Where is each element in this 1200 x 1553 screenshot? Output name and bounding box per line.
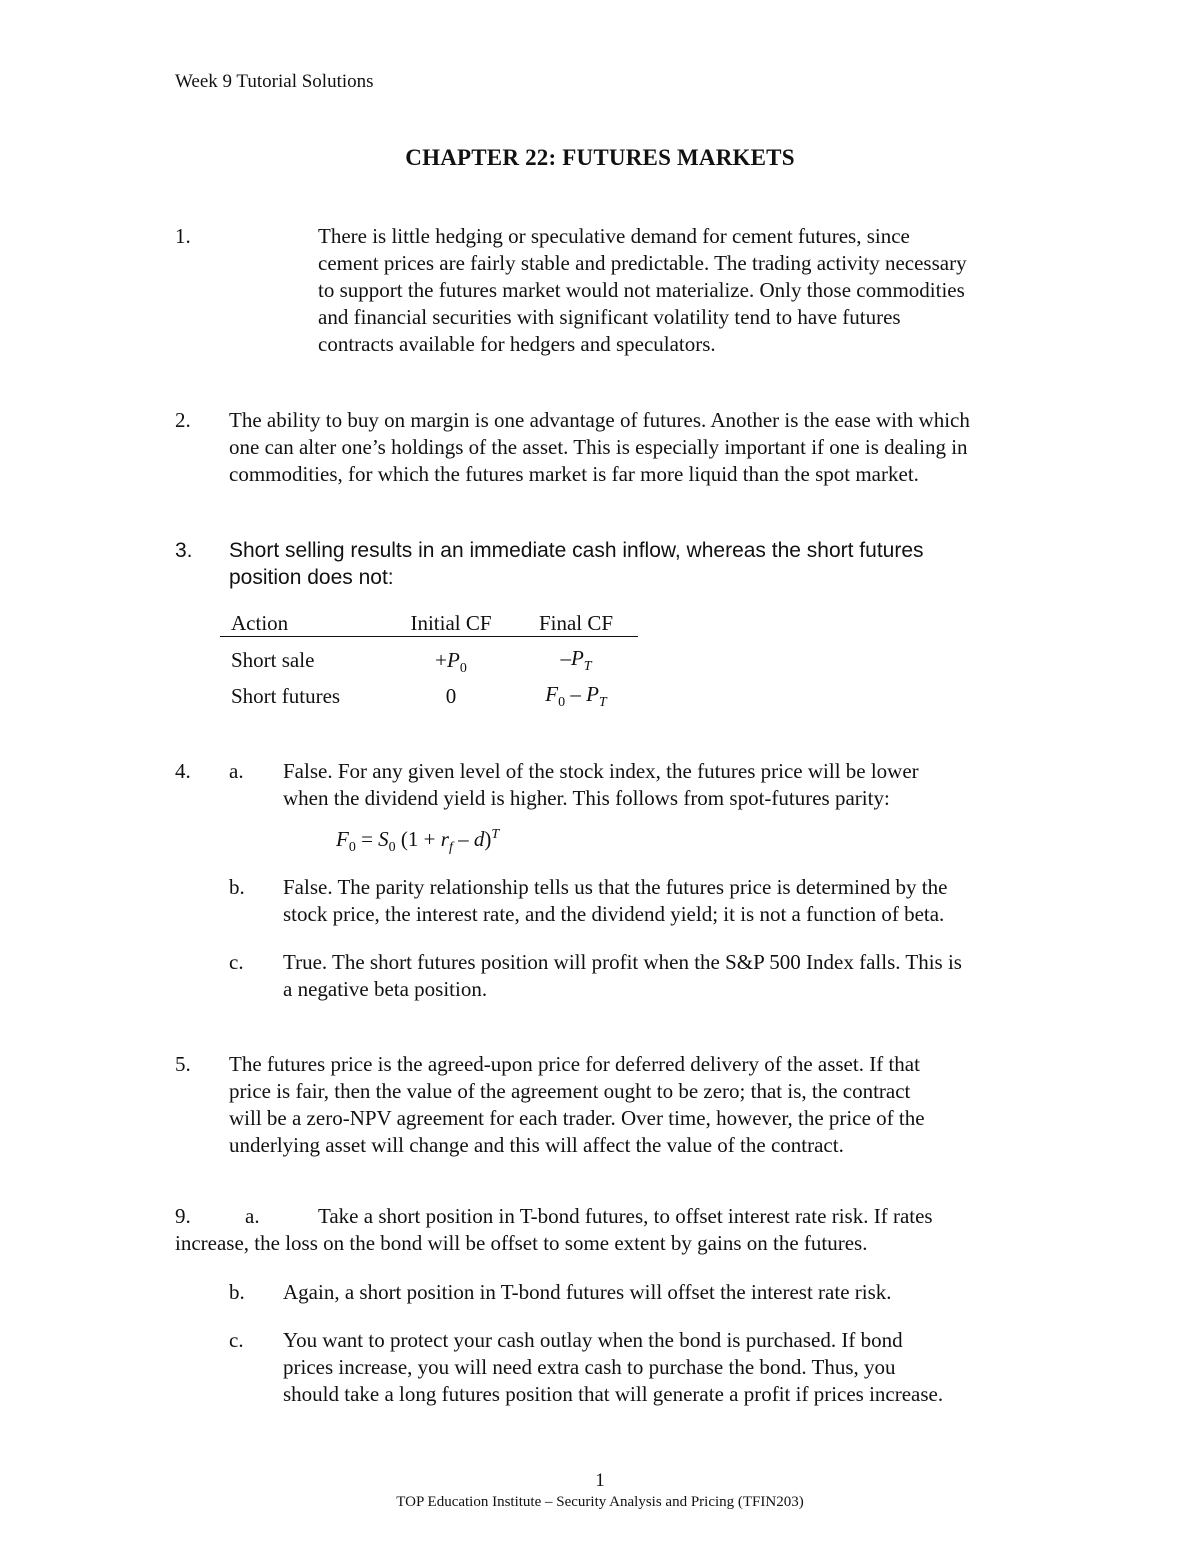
question-number-2: 2. bbox=[175, 408, 191, 432]
answer-1 bbox=[318, 223, 967, 358]
part-letter-9a: a. bbox=[245, 1204, 260, 1228]
cell-sub: 0 bbox=[558, 695, 566, 711]
formula-sub: 0 bbox=[348, 840, 356, 856]
answer-9b-line: Again, a short position in T-bond futures will offset the interest rate risk. bbox=[283, 1280, 892, 1304]
answer-5-line: The futures price is the agreed-upon price for deferred delivery of the asset. If that bbox=[229, 1052, 920, 1076]
answer-3 bbox=[229, 537, 924, 591]
part-letter-4c: c. bbox=[229, 950, 244, 974]
answer-9a-line: increase, the loss on the bond will be offset to some extent by gains on the futures. bbox=[175, 1231, 868, 1255]
answer-1-line: cement prices are fairly stable and predictable. The trading activity necessary bbox=[318, 251, 967, 275]
part-letter-4a: a. bbox=[229, 759, 244, 783]
formula-var: d bbox=[473, 827, 485, 851]
answer-4a-line: when the dividend yield is higher. This follows from spot-futures parity: bbox=[283, 786, 890, 810]
answer-3-line: position does not: bbox=[229, 566, 394, 589]
answer-1-line: and financial securities with significant volatility tend to have futures bbox=[318, 305, 901, 329]
formula-var: r bbox=[440, 827, 449, 851]
part-letter-9b: b. bbox=[229, 1280, 245, 1304]
table-cell-final-cf bbox=[520, 645, 632, 675]
footer-institution: TOP Education Institute – Security Analysis and Pricing (TFIN203) bbox=[396, 1494, 804, 1510]
spot-futures-parity-formula bbox=[336, 826, 500, 856]
formula-op: ) bbox=[484, 827, 492, 851]
formula-sub: 0 bbox=[388, 840, 396, 856]
question-number-4: 4. bbox=[175, 759, 191, 783]
answer-2-line: The ability to buy on margin is one advantage of futures. Another is the ease with which bbox=[229, 408, 970, 432]
answer-1-line: There is little hedging or speculative demand for cement futures, since bbox=[318, 224, 910, 248]
answer-4c bbox=[283, 949, 962, 1003]
answer-9b bbox=[283, 1279, 892, 1306]
cell-sign: + bbox=[435, 648, 447, 672]
question-number-5: 5. bbox=[175, 1052, 191, 1076]
answer-9c bbox=[283, 1327, 943, 1408]
table-header-action: Action bbox=[231, 611, 289, 635]
answer-4b bbox=[283, 874, 947, 928]
running-header: Week 9 Tutorial Solutions bbox=[175, 71, 374, 92]
part-letter-4b: b. bbox=[229, 875, 245, 899]
answer-9a-line: Take a short position in T-bond futures, to offset interest rate risk. If rates bbox=[318, 1204, 933, 1228]
answer-2 bbox=[229, 407, 970, 488]
formula-sub: f bbox=[448, 840, 453, 856]
answer-3-line: Short selling results in an immediate cash inflow, whereas the short futures bbox=[229, 539, 924, 562]
answer-4c-line: True. The short futures position will profit when the S&P 500 Index falls. This is bbox=[283, 950, 962, 974]
page-number: 1 bbox=[595, 1470, 605, 1491]
answer-2-line: one can alter one’s holdings of the asset. This is especially important if one is dealing in bbox=[229, 435, 968, 459]
formula-var: F bbox=[336, 827, 349, 851]
cell-var: P bbox=[570, 646, 584, 670]
cell-sign: – bbox=[560, 646, 571, 670]
answer-2-line: commodities, for which the futures market is far more liquid than the spot market. bbox=[229, 462, 919, 486]
table-cell-initial-cf bbox=[395, 647, 507, 677]
formula-var: S bbox=[378, 827, 389, 851]
answer-9c-line: You want to protect your cash outlay when the bond is purchased. If bond bbox=[283, 1328, 903, 1352]
answer-4a-line: False. For any given level of the stock index, the futures price will be lower bbox=[283, 759, 919, 783]
formula-exp: T bbox=[491, 827, 500, 842]
cell-operator: – bbox=[565, 682, 587, 706]
cell-sub: 0 bbox=[459, 661, 467, 677]
answer-5 bbox=[229, 1051, 925, 1159]
formula-op: (1 + bbox=[395, 827, 441, 851]
answer-9c-line: should take a long futures position that will generate a profit if prices increase. bbox=[283, 1382, 944, 1406]
formula-op: = bbox=[355, 827, 379, 851]
answer-5-line: underlying asset will change and this will affect the value of the contract. bbox=[229, 1133, 844, 1157]
answer-5-line: price is fair, then the value of the agreement ought to be zero; that is, the contract bbox=[229, 1079, 911, 1103]
answer-4b-line: False. The parity relationship tells us that the futures price is determined by the bbox=[283, 875, 948, 899]
table-cell-initial-cf: 0 bbox=[445, 684, 457, 708]
question-number-3: 3. bbox=[175, 539, 193, 562]
part-letter-9c: c. bbox=[229, 1328, 244, 1352]
answer-9c-line: prices increase, you will need extra cash to purchase the bond. Thus, you bbox=[283, 1355, 896, 1379]
cell-sub: T bbox=[583, 659, 592, 675]
answer-1-line: to support the futures market would not materialize. Only those commodities bbox=[318, 278, 965, 302]
cell-var: F bbox=[545, 682, 559, 706]
answer-1-line: contracts available for hedgers and speculators. bbox=[318, 332, 716, 356]
table-header-final-cf: Final CF bbox=[538, 611, 614, 635]
answer-4c-line: a negative beta position. bbox=[283, 977, 488, 1001]
answer-4a bbox=[283, 758, 919, 812]
table-rule bbox=[220, 636, 638, 637]
answer-5-line: will be a zero-NPV agreement for each trader. Over time, however, the price of the bbox=[229, 1106, 925, 1130]
cell-var: P bbox=[586, 682, 599, 706]
question-number-9: 9. bbox=[175, 1204, 191, 1228]
chapter-title: CHAPTER 22: FUTURES MARKETS bbox=[405, 145, 795, 170]
table-header-initial-cf: Initial CF bbox=[410, 611, 492, 635]
table-cell-action: Short sale bbox=[231, 648, 315, 672]
formula-op: – bbox=[452, 827, 474, 851]
table-cell-action: Short futures bbox=[231, 684, 341, 708]
table-cell-final-cf bbox=[520, 681, 632, 711]
answer-4b-line: stock price, the interest rate, and the dividend yield; it is not a function of beta. bbox=[283, 902, 945, 926]
question-number-1: 1. bbox=[175, 224, 191, 248]
cell-sub: T bbox=[598, 695, 607, 711]
cell-var: P bbox=[447, 648, 460, 672]
